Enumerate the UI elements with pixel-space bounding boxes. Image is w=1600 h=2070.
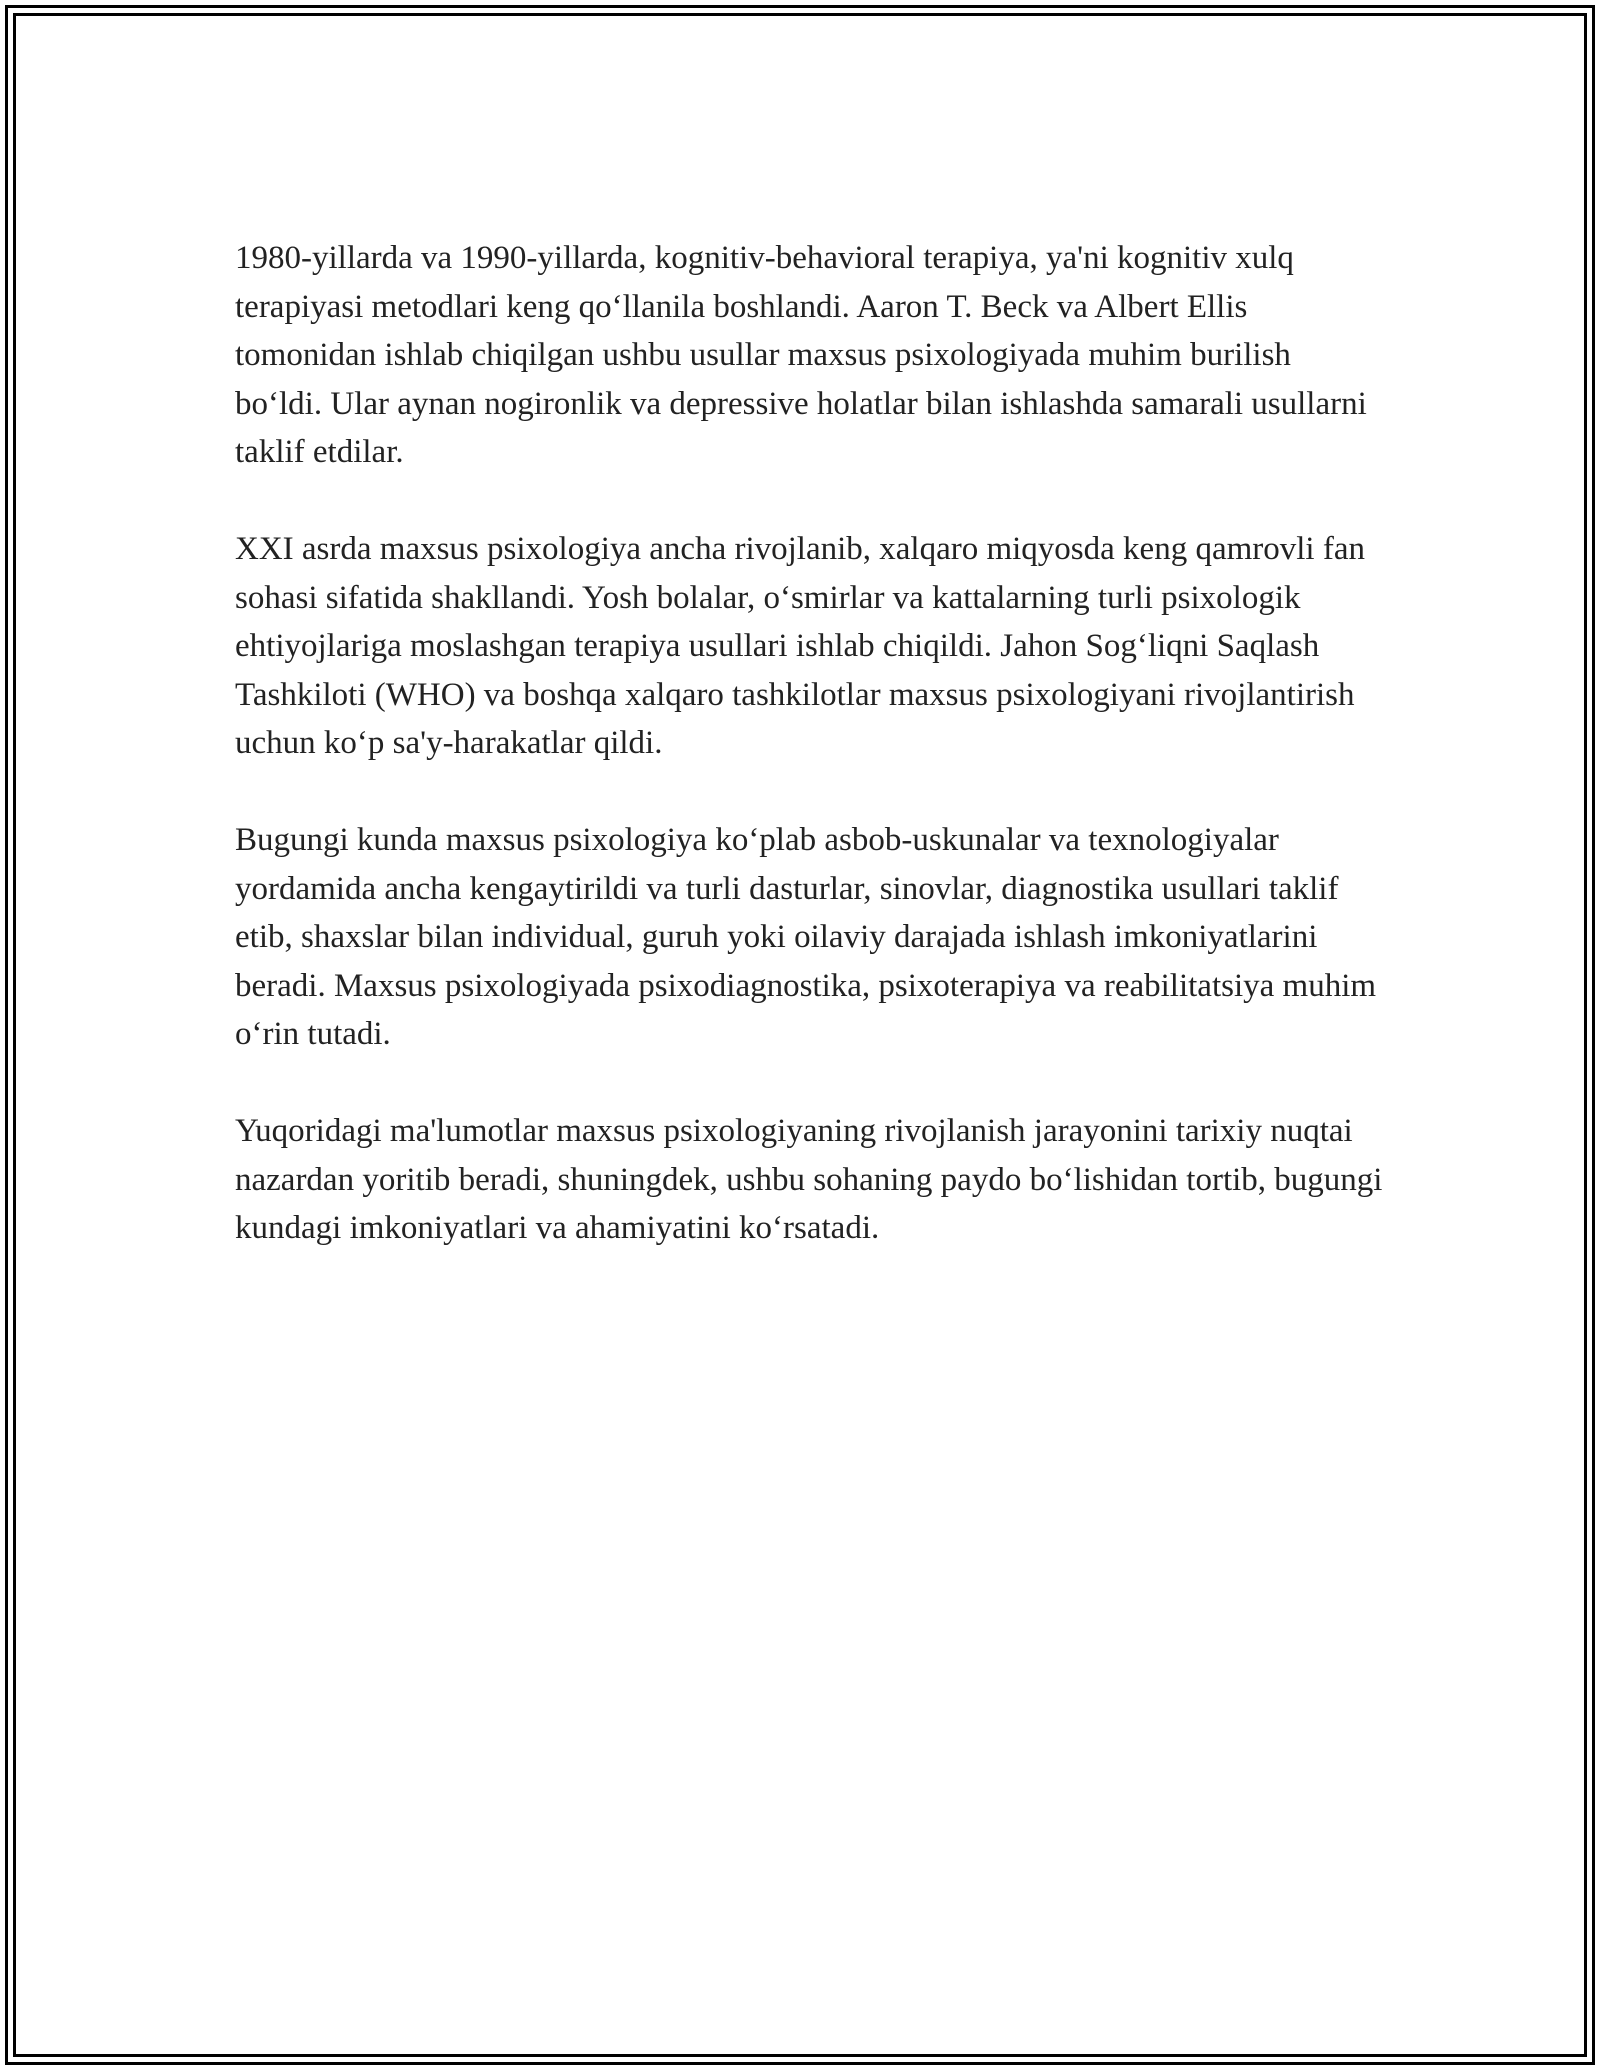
paragraph-conclusion: Yuqoridagi ma'lumotlar maxsus psixologiyaning rivojlanish jarayonini tarixiy nuqtai nazardan yoritib beradi, shuningdek, ushbu sohaning paydo bo‘lishidan tortib, bugungi kundagi imkoniyatlari va ahamiyatini ko‘rsatadi. <box>235 1113 1383 1246</box>
paragraph-21st-century: XXI asrda maxsus psixologiya ancha rivojlanib, xalqaro miqyosda keng qamrovli fan sohasi sifatida shakllandi. Yosh bolalar, o‘smirlar va kattalarning turli psixologik ehtiyojlariga moslashgan terapiya usullari ishlab chiqildi. Jahon Sog‘liqni Saqlash Tashkiloti (WHO) va boshqa xalqaro tashkilotlar maxsus psixologiyani rivojlantirish uchun ko‘p sa'y-harakatlar qildi. <box>235 531 1365 761</box>
paragraph-modern-tools: Bugungi kunda maxsus psixologiya ko‘plab asbob-uskunalar va texnologiyalar yordamida ancha kengaytirildi va turli dasturlar, sinovlar, diagnostika usullari taklif etib, shaxslar bilan individual, guruh yoki oilaviy darajada ishlash imkoniyatlarini beradi. Maxsus psixologiyada psixodiagnostika, psixoterapiya va reabilitatsiya muhim o‘rin tutadi. <box>235 822 1377 1052</box>
document-body <box>235 234 1385 1253</box>
paragraph-cbt-history: 1980-yillarda va 1990-yillarda, kognitiv-behavioral terapiya, ya'ni kognitiv xulq terapiyasi metodlari keng qo‘llanila boshlandi. Aaron T. Beck va Albert Ellis tomonidan ishlab chiqilgan ushbu usullar maxsus psixologiyada muhim burilish bo‘ldi. Ular aynan nogironlik va depressive holatlar bilan ishlashda samarali usullarni taklif etdilar. <box>235 240 1367 470</box>
